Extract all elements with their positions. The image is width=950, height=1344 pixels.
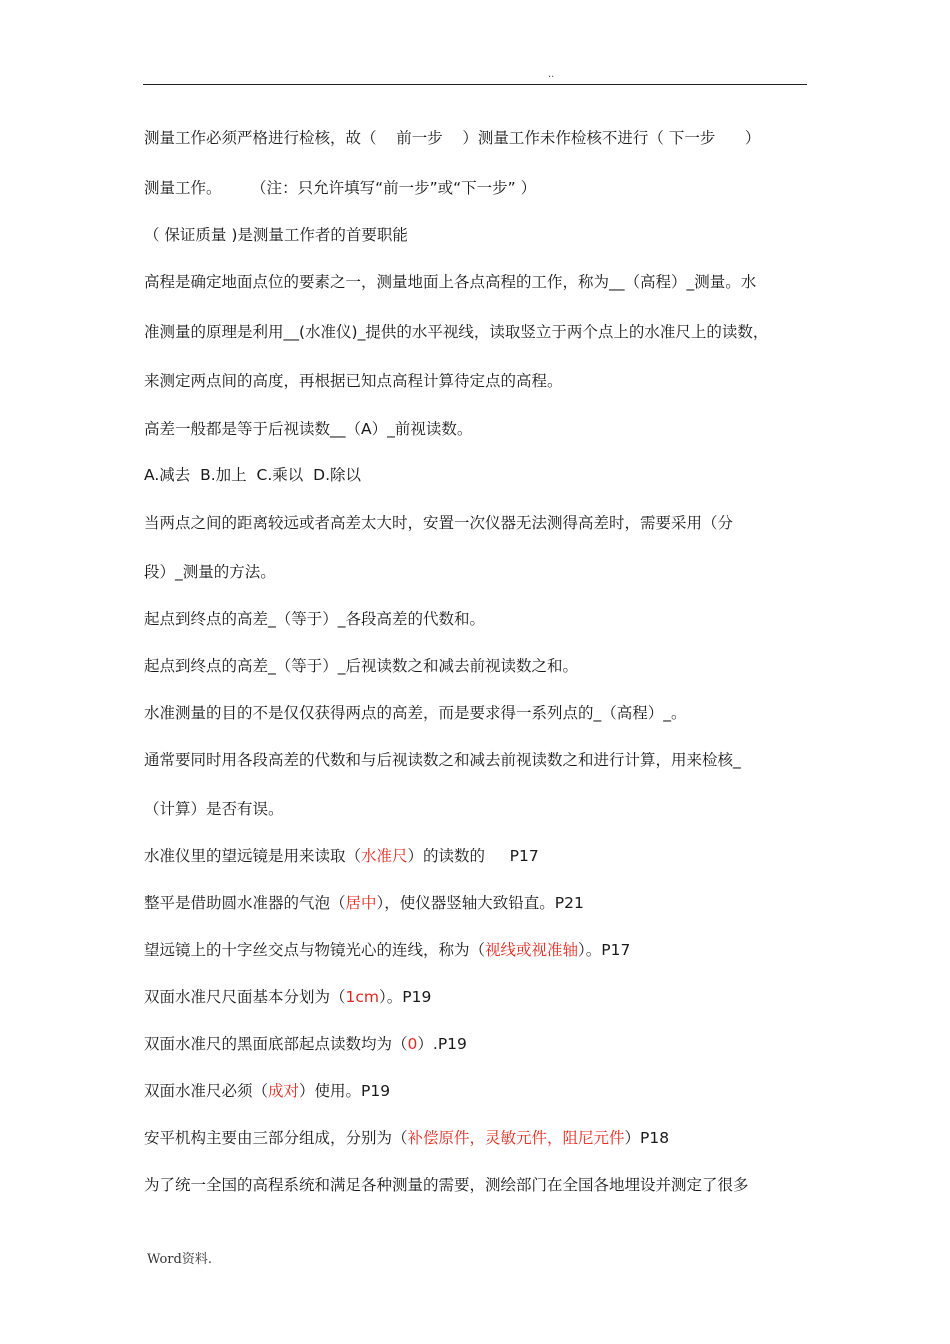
- text-line-3: （ 保证质量 )是测量工作者的首要职能: [144, 226, 408, 244]
- header-rule: [143, 84, 807, 85]
- text-line-5: 准测量的原理是利用__(水准仪)_提供的水平视线，读取竖立于两个点上的水准尺上的读数，: [144, 323, 769, 341]
- text-line-last: 为了统一全国的高程系统和满足各种测量的需要，测绘部门在全国各地埋设并测定了很多: [144, 1176, 749, 1194]
- answer-text: 0: [407, 1035, 418, 1053]
- question-text: ）P18: [624, 1129, 670, 1147]
- answer-line-5: [144, 1034, 467, 1054]
- answer-line-2: [144, 893, 584, 913]
- text-line-12: 起点到终点的高差_（等于）_后视读数之和减去前视读数之和。: [144, 657, 579, 675]
- question-text: 望远镜上的十字丝交点与物镜光心的连线，称为（: [144, 941, 486, 959]
- header-mark: ..: [548, 69, 555, 80]
- question-text: ）使用。P19: [299, 1082, 391, 1100]
- question-text: 水准仪里的望远镜是用来读取（: [144, 847, 362, 865]
- answer-line-1: [144, 846, 539, 866]
- question-text: ）.P19: [417, 1035, 467, 1053]
- answer-line-4: [144, 987, 431, 1007]
- text-line-11: 起点到终点的高差_（等于）_各段高差的代数和。: [144, 610, 486, 628]
- answer-text: 视线或视准轴: [485, 941, 579, 959]
- answer-line-3: [144, 940, 630, 960]
- answer-text: 水准尺: [361, 847, 408, 865]
- text-line-10: 段）_测量的方法。: [144, 563, 276, 581]
- answer-text: 补偿原件，灵敏元件，阻尼元件: [407, 1129, 625, 1147]
- question-text: ）。P17: [578, 941, 631, 959]
- text-line-4: 高程是确定地面点位的要素之一，测量地面上各点高程的工作，称为__（高程）_测量。水: [144, 273, 757, 291]
- answer-line-7: [144, 1128, 669, 1148]
- text-line-13: 水准测量的目的不是仅仅获得两点的高差，而是要求得一系列点的_（高程）_。: [144, 704, 687, 722]
- question-text: 双面水准尺必须（: [144, 1082, 269, 1100]
- text-line-1: 测量工作必须严格进行检核，故（ 前一步 ）测量工作未作检核不进行（ 下一步 ）: [144, 129, 761, 147]
- question-text: ）。P19: [379, 988, 432, 1006]
- answer-text: 1cm: [345, 988, 379, 1006]
- question-text: 双面水准尺的黑面底部起点读数均为（: [144, 1035, 408, 1053]
- answer-line-6: [144, 1081, 390, 1101]
- text-line-15: （计算）是否有误。: [144, 800, 284, 818]
- question-text: ），使仪器竖轴大致铅直。P21: [376, 894, 584, 912]
- question-text: ）的读数的 P17: [407, 847, 539, 865]
- question-text: 安平机构主要由三部分组成，分别为（: [144, 1129, 408, 1147]
- answer-text: 居中: [345, 894, 377, 912]
- text-line-8: A.减去 B.加上 C.乘以 D.除以: [144, 466, 361, 484]
- text-line-6: 来测定两点间的高度，再根据已知点高程计算待定点的高程。: [144, 372, 563, 390]
- footer-text: Word资料.: [147, 1252, 212, 1267]
- text-line-14: 通常要同时用各段高差的代数和与后视读数之和减去前视读数之和进行计算，用来检核_: [144, 751, 741, 769]
- text-line-2: 测量工作。 （注：只允许填写“前一步”或“下一步” ）: [144, 179, 537, 197]
- text-line-9: 当两点之间的距离较远或者高差太大时，安置一次仪器无法测得高差时，需要采用（分: [144, 514, 734, 532]
- question-text: 双面水准尺尺面基本分划为（: [144, 988, 346, 1006]
- text-line-7: 高差一般都是等于后视读数__（A）_前视读数。: [144, 420, 473, 438]
- question-text: 整平是借助圆水准器的气泡（: [144, 894, 346, 912]
- answer-text: 成对: [268, 1082, 300, 1100]
